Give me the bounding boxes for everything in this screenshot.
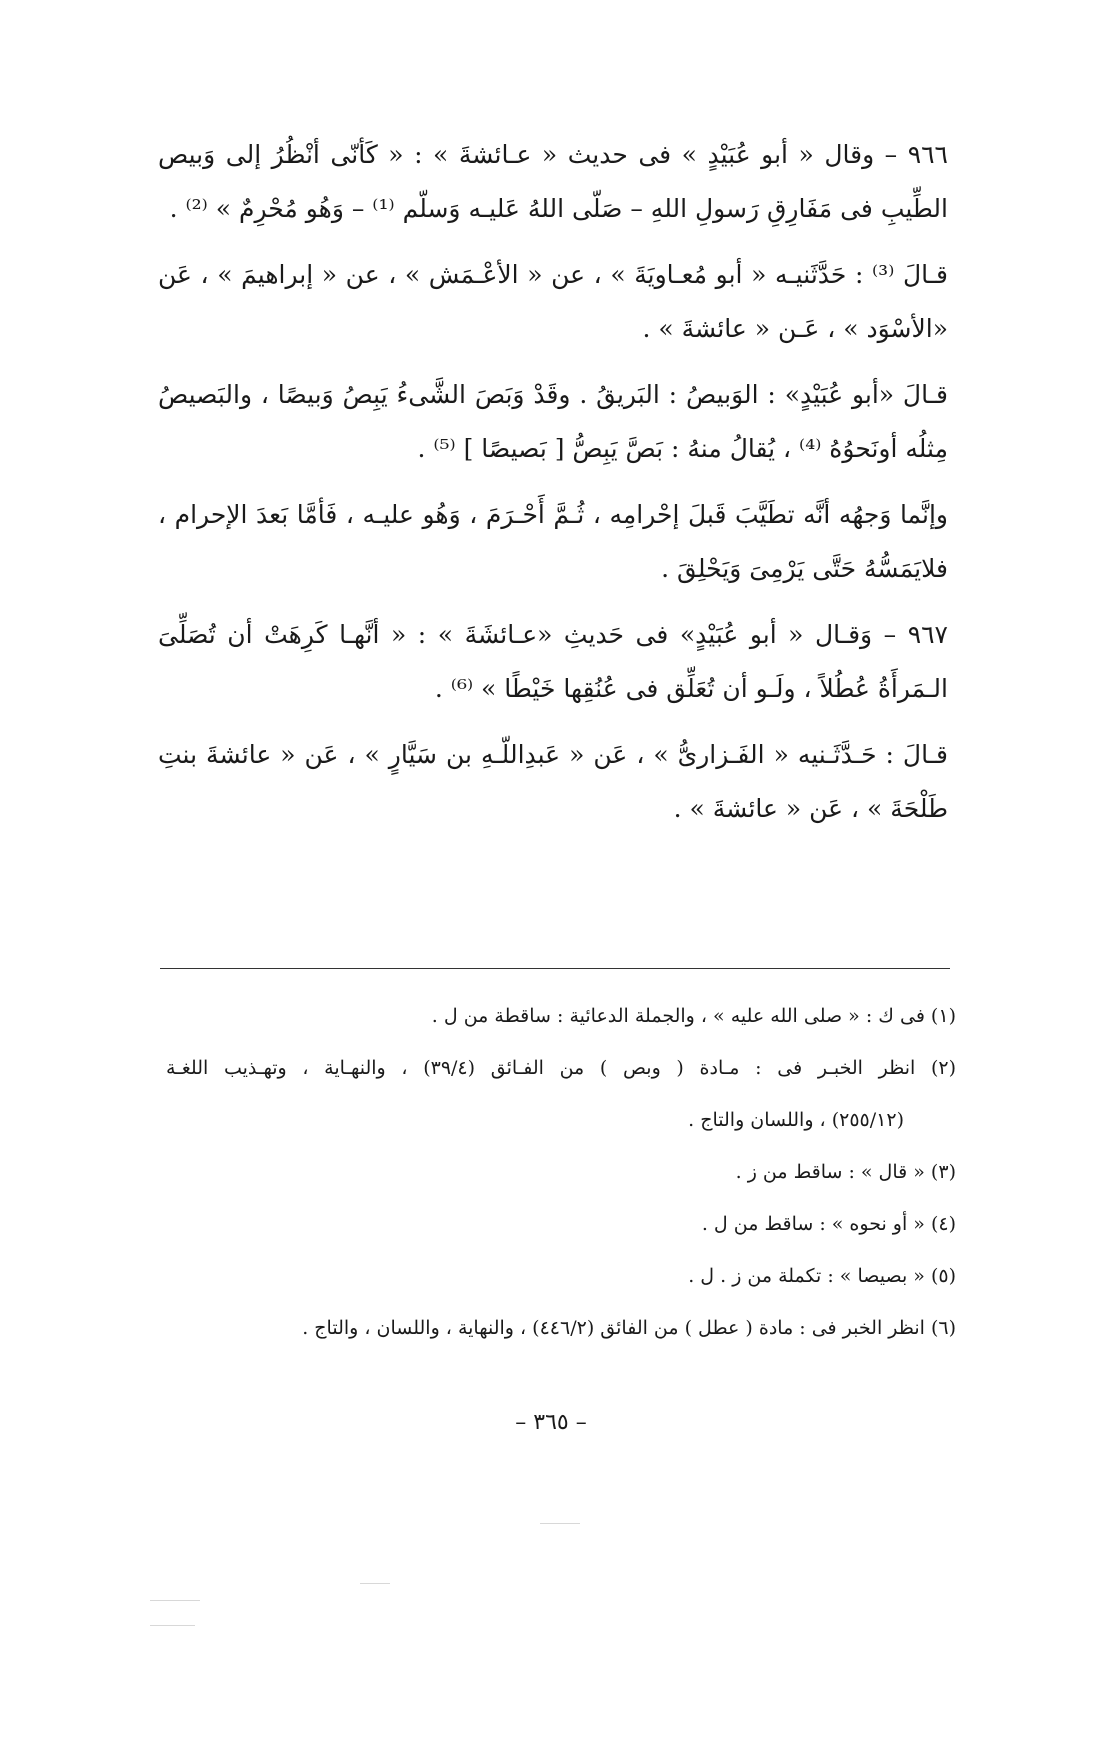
text-line: قـالَ ⁽³⁾ : حَدَّثَنيـه « أبو مُعـاويَةَ » ، عن « الأعْـمَش » ، عن « إبراهيمَ » ، عَن: [158, 260, 948, 289]
scan-speck: [360, 1583, 390, 1584]
text-line: فلايَمَسُّهُ حَتَّى يَرْمِىَ وَيَحْلِقَ .: [661, 554, 948, 583]
footnote-divider: [160, 968, 950, 969]
text-line: طَلْحَةَ » ، عَن « عائشةَ » .: [673, 794, 948, 823]
text-line: الطِّيبِ فى مَفَارِقِ رَسولِ اللهِ – صَلّى اللهُ عَليـه وَسلّم ⁽¹⁾ – وَهُو مُحْرِمٌ » ⁽²⁾ .: [169, 194, 948, 223]
page-number: – ٣٦٥ –: [515, 1410, 587, 1435]
footnotes: [166, 990, 956, 1354]
text-line: ٩٦٧ – وَقـال « أبو عُبَيْدٍ» فى حَديثِ «عـائشَةَ » : « أنَّهـا كَرِهَتْ أن تُصَلِّىَ: [158, 620, 948, 649]
text-line: قـالَ «أبو عُبَيْدٍ» : الوَبيصُ : البَريقُ . وقَدْ وَبَصَ الشَّىءُ يَبِصُ وَبيصًا ، والبَصيصُ: [158, 380, 948, 409]
text-line: ٩٦٦ – وقال « أبو عُبَيْدٍ » فى حديث « عـائشةَ » : « كَأنّى أنْظُرُ إلى وَبيص: [158, 140, 948, 169]
main-text: [158, 128, 948, 848]
paragraph-966: [158, 128, 948, 236]
paragraph-explanation: [158, 368, 948, 476]
footnote-1: (١) فى ك : « صلى الله عليه » ، والجملة الدعائية : ساقطة من ل .: [431, 1005, 956, 1027]
paragraph-isnad-967: [158, 728, 948, 836]
scan-speck: [150, 1625, 195, 1626]
scan-speck: [150, 1600, 200, 1601]
paragraph-explanation-2: [158, 488, 948, 596]
footnote-5: (٥) « بصيصا » : تكملة من ز . ل .: [688, 1265, 956, 1287]
footnote-6: (٦) انظر الخبر فى : مادة ( عطل ) من الفائق (٤٤٦/٢) ، والنهاية ، واللسان ، والتاج .: [302, 1317, 956, 1339]
text-line: مِثلُه أونَحوُهُ ⁽⁴⁾ ، يُقالُ منهُ : بَصَّ يَبِصُّ [ بَصيصًا ] ⁽⁵⁾ .: [417, 434, 948, 463]
paragraph-isnad-966: [158, 248, 948, 356]
footnote-2-continued: (٢٥٥/١٢) ، واللسان والتاج .: [688, 1109, 904, 1131]
footnote-2: (٢) انظر الخبـر فى : مـادة ( وبص ) من الفـائق (٣٩/٤) ، والنهـاية ، وتهـذيب اللغـة: [166, 1057, 956, 1079]
footnote-3: (٣) « قال » : ساقط من ز .: [735, 1161, 956, 1183]
footnote-4: (٤) « أو نحوه » : ساقط من ل .: [701, 1213, 956, 1235]
text-line: الـمَرأَةُ عُطُلاً ، ولَـو أن تُعَلِّق فى عُنُقِها خَيْطًا » ⁽⁶⁾ .: [434, 674, 948, 703]
paragraph-967: [158, 608, 948, 716]
text-line: «الأسْوَد » ، عَـن « عائشةَ » .: [642, 314, 948, 343]
scan-speck: [540, 1523, 580, 1524]
text-line: قـالَ : حَـدَّثَـنيه « الفَـزارىُّ » ، عَن « عَبدِاللّـهِ بن سَيَّارٍ » ، عَن « عائشةَ بنتِ: [158, 740, 948, 769]
text-line: وإنَّما وَجهُه أنَّه تطَيَّبَ قَبلَ إحْرامِه ، ثُـمَّ أَحْـرَمَ ، وَهُو عليـه ، فَأمَّا بَعدَ الإحرام ،: [158, 500, 948, 529]
